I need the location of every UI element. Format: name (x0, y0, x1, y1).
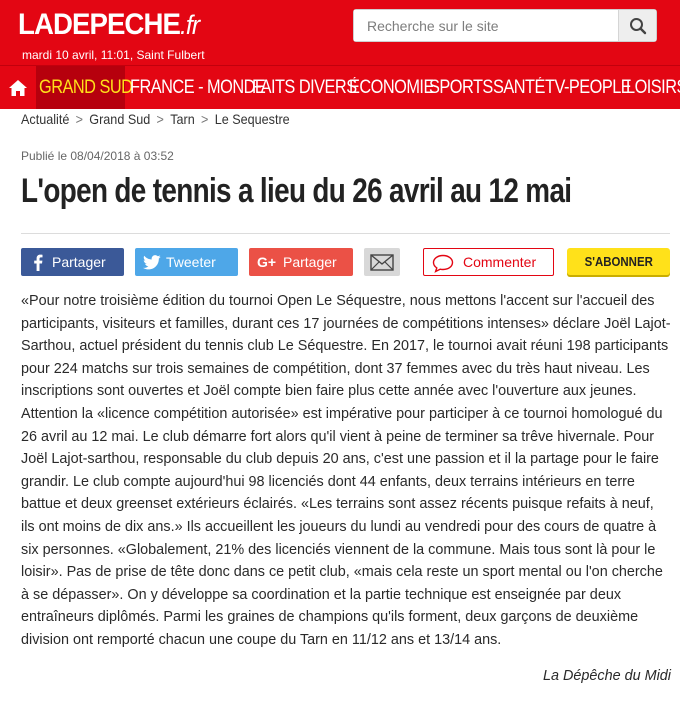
article-signature: La Dépêche du Midi (543, 668, 671, 684)
subscribe-label: S'ABONNER (584, 254, 653, 269)
breadcrumb-item-actualite[interactable]: Actualité (21, 111, 70, 127)
site-logo[interactable] (18, 8, 199, 42)
nav-item-grand-sud[interactable]: GRAND SUD (39, 77, 133, 98)
speech-bubble-icon (432, 254, 454, 276)
dateline: mardi 10 avril, 11:01, Saint Fulbert (22, 48, 205, 62)
mail-icon (370, 254, 394, 271)
googleplus-share-button[interactable] (249, 248, 353, 276)
title-divider (21, 233, 670, 234)
subscribe-button[interactable] (567, 248, 670, 275)
nav-item-tv-people[interactable]: TV-PEOPLE (545, 77, 632, 98)
email-share-button[interactable] (364, 248, 400, 276)
article-title: L'open de tennis a lieu du 26 avril au 12 mai (21, 172, 572, 210)
svg-text:G+: G+ (257, 254, 277, 270)
breadcrumb-separator: > (156, 111, 164, 127)
breadcrumb-item-le-sequestre[interactable]: Le Sequestre (214, 111, 290, 127)
main-nav (0, 65, 687, 109)
logo-tld: .fr (179, 10, 200, 40)
nav-item-sante[interactable]: SANTÉ (493, 77, 545, 98)
site-header (0, 0, 680, 65)
breadcrumb-separator: > (75, 111, 84, 127)
nav-home-button[interactable] (0, 66, 36, 109)
search-icon (629, 17, 647, 35)
nav-item-sports[interactable]: SPORTS (429, 77, 493, 98)
facebook-icon (29, 253, 47, 271)
nav-item-loisirs[interactable]: LOISIRS (626, 77, 687, 98)
facebook-share-button[interactable] (21, 248, 124, 276)
logo-text: LADEPECHE (18, 8, 180, 41)
published-date: Publié le 08/04/2018 à 03:52 (21, 149, 174, 163)
facebook-share-label: Partager (52, 254, 106, 270)
home-icon (8, 79, 28, 97)
comment-button[interactable] (423, 248, 554, 276)
article-body: «Pour notre troisième édition du tournoi Open Le Séquestre, nous mettons l'accent sur l'accueil des participants, visiteurs et familles, durant ces 17 journées de compétitions intenses» déclare Joël Lajot-Sarthou, actuel président du tennis club Le Séquestre. En 2017, le tournoi avait réuni 198 participants pour 224 matchs sur trois semaines de compétition, dont 37 femmes avec du très haut niveau. Les inscriptions sont ouvertes et Joël compte bien faire plus cette année avec l'ouverture aux jeunes. Attention la «licence compétition autorisée» est impérative pour participer à ce tournoi homologué du 26 avril au 12 mai. Le club démarre fort alors qu'il vient à peine de terminer sa trêve hivernale. Pour Joël Lajot-sarthou, responsable du club depuis 20 ans, c'est une passion et il la partage pour le faire grandir. Le club compte aujourd'hui 98 licenciés dont 44 enfants, deux terrains intérieurs en terre battue et deux greenset extérieurs éclairés. «Les terrains sont assez récents puisque refaits à neuf, ils ont moins de dix ans.» Ils accueillent les joueurs du lundi au vendredi pour des cours de quatre à six personnes. «Globalement, 21% des licenciés viennent de la commune. Mais tous sont là pour le loisir». Pas de prise de tête donc dans ce petit club, «mais cela reste un sport mental ou l'on cherche à se dépasser». On y développe sa coordination et la partie technique est enseignée par deux entraîneurs diplômés. Parmi les graines de champions qu'ils forment, deux garçons de deuxième division ont remporté chacun une coupe du Tarn en 11/12 ans et 13/14 ans. (21, 293, 671, 648)
breadcrumb (21, 111, 290, 129)
breadcrumb-item-tarn[interactable]: Tarn (170, 111, 195, 127)
nav-item-faits-divers[interactable]: FAITS DIVERS (252, 77, 357, 98)
twitter-icon (143, 253, 161, 271)
comment-label: Commenter (463, 254, 537, 270)
nav-item-economie[interactable]: ÉCONOMIE (349, 77, 434, 98)
search-button[interactable] (618, 10, 656, 41)
twitter-share-button[interactable] (135, 248, 238, 276)
breadcrumb-separator: > (201, 111, 209, 127)
breadcrumb-item-grand-sud[interactable]: Grand Sud (89, 111, 151, 127)
nav-item-france-monde[interactable]: FRANCE - MONDE (130, 77, 266, 98)
google-plus-icon (257, 253, 279, 271)
search-input[interactable] (354, 10, 618, 41)
googleplus-share-label: Partager (283, 254, 337, 270)
twitter-share-label: Tweeter (166, 254, 216, 270)
search-box (353, 9, 657, 42)
